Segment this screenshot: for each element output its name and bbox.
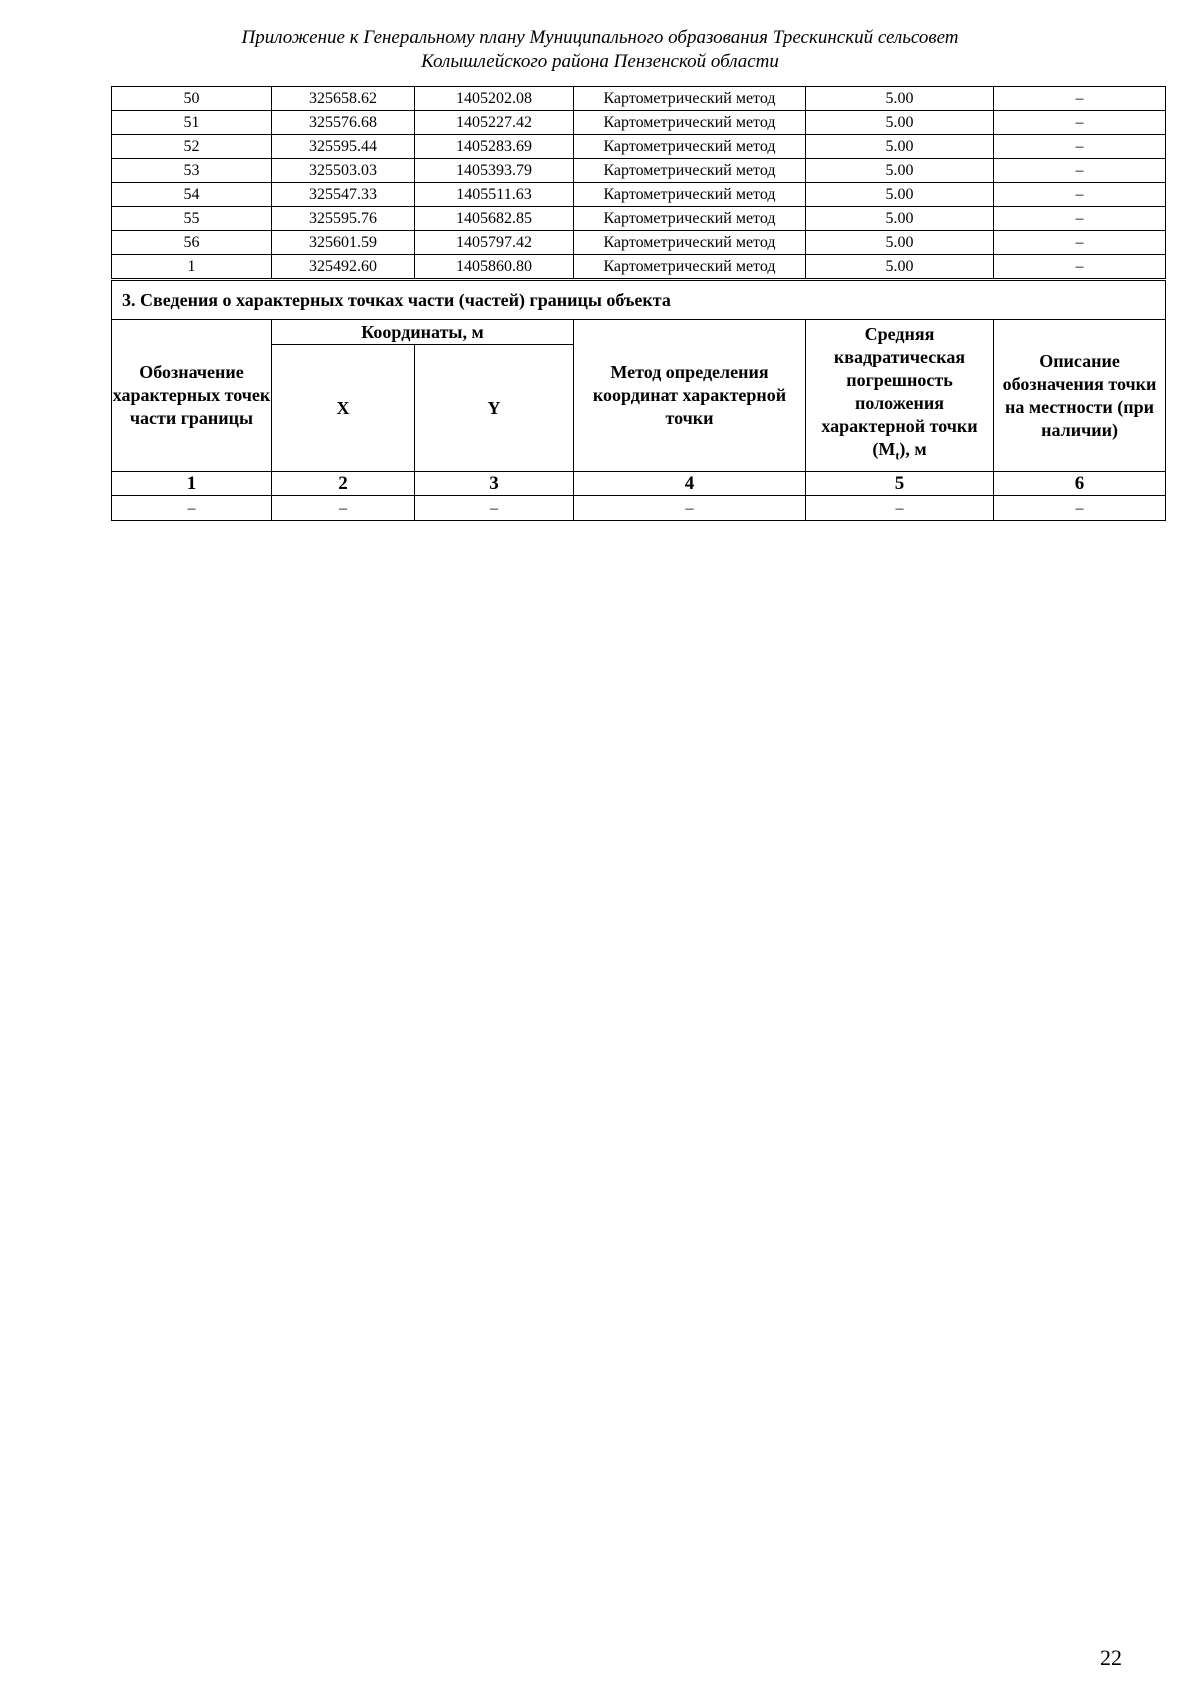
- coordinates-table-body: [112, 87, 1166, 279]
- table-cell: –: [415, 496, 574, 521]
- table-cell: 56: [112, 231, 272, 255]
- table-cell: 50: [112, 87, 272, 111]
- table-row: [112, 255, 1166, 279]
- table-cell: 325595.44: [272, 135, 415, 159]
- table-row: [112, 231, 1166, 255]
- table-cell: 52: [112, 135, 272, 159]
- table-row: [112, 111, 1166, 135]
- header-error: [806, 320, 994, 472]
- table-cell: 1405860.80: [415, 255, 574, 279]
- header-method: Метод определения координат характерной точки: [574, 320, 806, 472]
- table-cell: –: [272, 496, 415, 521]
- table-cell: 5.00: [806, 135, 994, 159]
- table-cell: –: [994, 255, 1166, 279]
- empty-row: [112, 496, 1166, 521]
- table-cell: 1405202.08: [415, 87, 574, 111]
- section-title: 3. Сведения о характерных точках части (частей) границы объекта: [112, 281, 1166, 320]
- table-cell: –: [994, 496, 1166, 521]
- table-cell: –: [574, 496, 806, 521]
- header-row: [112, 320, 1166, 345]
- header-error-subscript: t: [895, 448, 900, 463]
- table-row: [112, 87, 1166, 111]
- table-cell: 5.00: [806, 183, 994, 207]
- table-row: [112, 183, 1166, 207]
- column-number: 3: [415, 472, 574, 496]
- table-cell: –: [994, 183, 1166, 207]
- header-description: Описание обозначения точки на местности (при наличии): [994, 320, 1166, 472]
- table-cell: –: [994, 87, 1166, 111]
- table-cell: 1405393.79: [415, 159, 574, 183]
- table-cell: –: [806, 496, 994, 521]
- table-cell: 1: [112, 255, 272, 279]
- table-cell: 325595.76: [272, 207, 415, 231]
- table-cell: 325492.60: [272, 255, 415, 279]
- table-cell: 5.00: [806, 255, 994, 279]
- coordinates-table: [111, 86, 1166, 279]
- section-title-row: [112, 281, 1166, 320]
- column-number: 6: [994, 472, 1166, 496]
- table-cell: 1405227.42: [415, 111, 574, 135]
- table-cell: Картометрический метод: [574, 231, 806, 255]
- table-cell: Картометрический метод: [574, 207, 806, 231]
- table-cell: –: [994, 135, 1166, 159]
- column-number: 4: [574, 472, 806, 496]
- page-number: 22: [1100, 1645, 1122, 1670]
- table-cell: 325503.03: [272, 159, 415, 183]
- caption-line-2: Колышлейского района Пензенской области: [421, 51, 779, 72]
- table-cell: –: [994, 111, 1166, 135]
- header-error-suffix: ), м: [899, 439, 927, 460]
- table-cell: 325658.62: [272, 87, 415, 111]
- table-cell: 325576.68: [272, 111, 415, 135]
- column-number: 1: [112, 472, 272, 496]
- column-number: 2: [272, 472, 415, 496]
- column-number: 5: [806, 472, 994, 496]
- table-cell: –: [994, 159, 1166, 183]
- table-cell: 53: [112, 159, 272, 183]
- table-cell: 1405682.85: [415, 207, 574, 231]
- table-cell: Картометрический метод: [574, 183, 806, 207]
- table-cell: Картометрический метод: [574, 255, 806, 279]
- table-cell: 5.00: [806, 87, 994, 111]
- table-cell: 5.00: [806, 159, 994, 183]
- table-cell: –: [994, 231, 1166, 255]
- parts-table: [111, 280, 1166, 521]
- table-cell: Картометрический метод: [574, 135, 806, 159]
- header-error-text: Средняя квадратическая погрешность положения характерной точки (M: [821, 324, 978, 460]
- table-cell: 55: [112, 207, 272, 231]
- table-cell: 5.00: [806, 231, 994, 255]
- header-designation: Обозначение характерных точек части границы: [112, 320, 272, 472]
- header-y: Y: [415, 345, 574, 472]
- table-cell: 1405797.42: [415, 231, 574, 255]
- table-row: [112, 207, 1166, 231]
- table-cell: Картометрический метод: [574, 111, 806, 135]
- table-cell: 325601.59: [272, 231, 415, 255]
- document-caption: [0, 26, 1200, 74]
- table-cell: 51: [112, 111, 272, 135]
- header-coordinates: Координаты, м: [272, 320, 574, 345]
- table-cell: Картометрический метод: [574, 159, 806, 183]
- table-cell: 5.00: [806, 111, 994, 135]
- table-cell: 1405511.63: [415, 183, 574, 207]
- table-cell: 5.00: [806, 207, 994, 231]
- table-cell: –: [112, 496, 272, 521]
- table-row: [112, 159, 1166, 183]
- caption-line-1: Приложение к Генеральному плану Муниципального образования Трескинский сельсовет: [241, 27, 959, 48]
- header-x: X: [272, 345, 415, 472]
- table-cell: 54: [112, 183, 272, 207]
- table-cell: 1405283.69: [415, 135, 574, 159]
- table-cell: 325547.33: [272, 183, 415, 207]
- column-number-row: [112, 472, 1166, 496]
- table-cell: Картометрический метод: [574, 87, 806, 111]
- table-row: [112, 135, 1166, 159]
- table-cell: –: [994, 207, 1166, 231]
